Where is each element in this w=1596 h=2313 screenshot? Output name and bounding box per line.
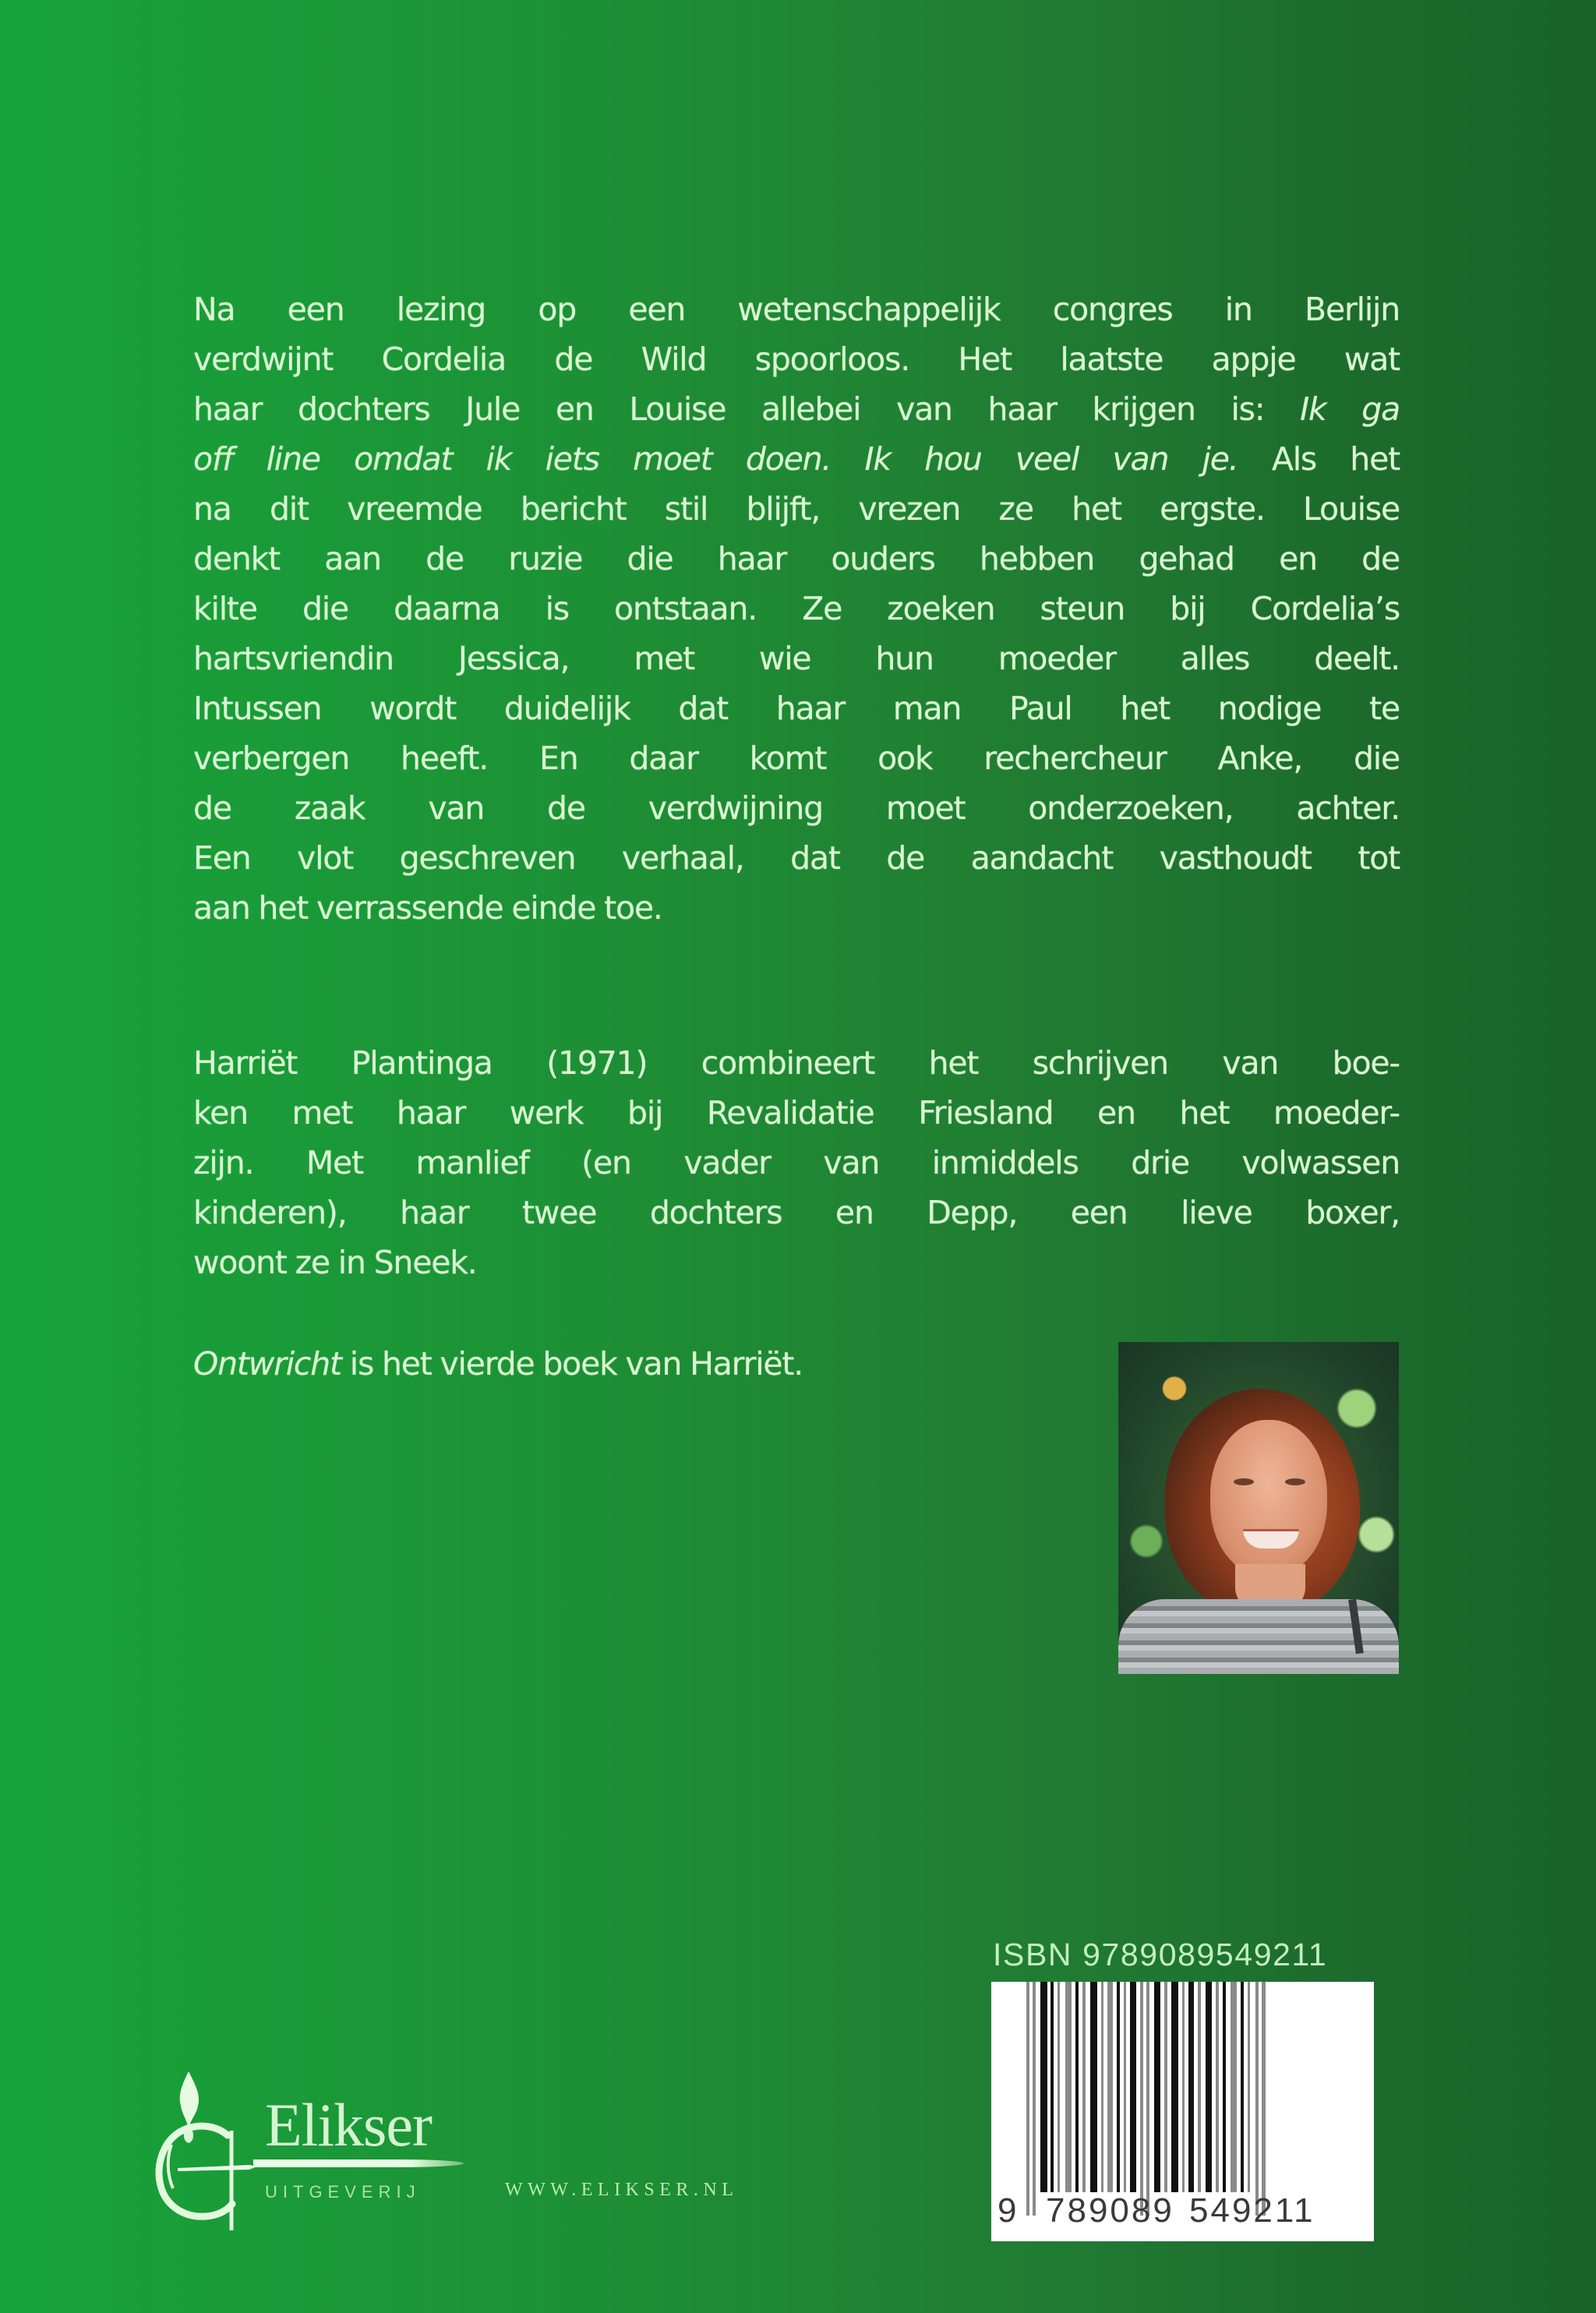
bio-line: Harriët Plantinga (1971) combineert het schrijven van boe- (193, 1044, 1400, 1082)
author-bio-paragraph (193, 1038, 1400, 1287)
bio-line: zijn. Met manlief (en vader van inmiddels drie volwassen (193, 1144, 1400, 1181)
photo-eye-left (1234, 1478, 1254, 1485)
blurb-line (193, 384, 1400, 434)
book-title: Ontwricht (193, 1345, 341, 1383)
barcode-bar (1206, 1982, 1212, 2192)
barcode-digit-prefix: 9 (998, 2191, 1019, 2230)
barcode-bar (1082, 1982, 1086, 2192)
publisher-logo (140, 2057, 499, 2244)
barcode-bar (1255, 1982, 1259, 2216)
barcode-bar (1065, 1982, 1072, 2192)
blurb-text: verdwijnt Cordelia de Wild spoorloos. Het laatste appje wat (193, 341, 1400, 378)
barcode-bar (1164, 1982, 1167, 2192)
barcode-bar (1262, 1982, 1266, 2216)
barcode-bar (1075, 1982, 1079, 2192)
blurb-text: na dit vreemde bericht stil blijft, vrezen ze het ergste. Louise (193, 490, 1400, 528)
publisher-subtitle: UITGEVERIJ (265, 2182, 421, 2202)
blurb-text: haar dochters Jule en Louise allebei van haar krijgen is: (193, 390, 1301, 428)
blurb-line (193, 534, 1400, 584)
blurb-text: hartsvriendin Jessica, met wie hun moeder alles deelt. (193, 640, 1400, 677)
blurb-text: Als het (1238, 440, 1400, 478)
blurb-text: denkt aan de ruzie die haar ouders hebben gehad en de (193, 540, 1400, 577)
photo-eye-right (1285, 1478, 1305, 1485)
blurb-italic-text: off line omdat ik iets moet doen. Ik hou veel van je. (193, 440, 1238, 478)
barcode-bar (1090, 1982, 1097, 2192)
bio-line: kinderen), haar twee dochters en Depp, een lieve boxer, (193, 1194, 1400, 1231)
blurb-line (193, 683, 1400, 733)
barcode-bar (1026, 1982, 1029, 2216)
blurb-line (193, 434, 1400, 484)
barcode-bar (1241, 1982, 1244, 2192)
isbn-label: ISBN 9789089549211 (993, 1937, 1328, 1972)
barcode-bar (1248, 1982, 1250, 2192)
blurb-line (193, 284, 1400, 334)
blurb-line (193, 584, 1400, 634)
barcode-bar (1216, 1982, 1219, 2192)
barcode-bar (1188, 1982, 1194, 2192)
blurb-line (193, 783, 1400, 833)
barcode-bar (1117, 1982, 1120, 2192)
blurb-line (193, 484, 1400, 534)
barcode-digits (996, 2192, 1370, 2230)
blurb-paragraph (193, 284, 1400, 933)
barcode-bar (1171, 1982, 1178, 2192)
blurb-italic-text: Ik ga (1300, 390, 1400, 428)
blurb-text: Een vlot geschreven verhaal, dat de aandacht vasthoudt tot (193, 839, 1400, 877)
blurb-text: Na een lezing op een wetenschappelijk congres in Berlijn (193, 291, 1400, 328)
blurb-line (193, 334, 1400, 384)
author-photo (1118, 1342, 1399, 1674)
blurb-line (193, 833, 1400, 883)
publisher-url[interactable]: WWW.ELIKSER.NL (505, 2180, 739, 2200)
blurb-line (193, 733, 1400, 783)
barcode-digits-left: 789089 (1046, 2191, 1174, 2230)
blurb-line (193, 634, 1400, 683)
barcode (991, 1982, 1374, 2241)
publisher-name: Elikser (265, 2091, 432, 2159)
bio-line: woont ze in Sneek. (193, 1244, 477, 1281)
barcode-bar (1140, 1982, 1143, 2216)
blurb-text: aan het verrassende einde toe. (193, 889, 662, 927)
barcode-bar (1223, 1982, 1226, 2192)
barcode-bar (1058, 1982, 1060, 2192)
barcode-bar (1033, 1982, 1036, 2216)
blurb-text: Intussen wordt duidelijk dat haar man Paul het nodige te (193, 690, 1400, 727)
barcode-bar (1198, 1982, 1201, 2192)
photo-face (1210, 1420, 1327, 1576)
g-flame-emblem-icon (140, 2057, 265, 2244)
blurb-line (193, 883, 1400, 933)
barcode-bar (1050, 1982, 1054, 2192)
bio-line: ken met haar werk bij Revalidatie Friesland en het moeder- (193, 1094, 1400, 1132)
barcode-bar (1124, 1982, 1126, 2192)
barcode-bar (1101, 1982, 1103, 2192)
barcode-bar (1146, 1982, 1149, 2216)
blurb-text: kilte die daarna is ontstaan. Ze zoeken steun bij Cordelia’s (193, 590, 1400, 627)
barcode-bars (1026, 1982, 1338, 2216)
barcode-bar (1130, 1982, 1136, 2192)
barcode-bar (1182, 1982, 1185, 2192)
barcode-bar (1107, 1982, 1113, 2192)
book-note-text: is het vierde boek van Harriët. (341, 1345, 803, 1383)
barcode-bar (1040, 1982, 1047, 2192)
blurb-text: de zaak van de verdwijning moet onderzoeken, achter. (193, 789, 1400, 827)
barcode-bar (1154, 1982, 1160, 2192)
logo-swoosh (253, 2159, 464, 2167)
barcode-bar (1231, 1982, 1237, 2192)
barcode-digits-right: 549211 (1189, 2191, 1315, 2230)
blurb-text: verbergen heeft. En daar komt ook rechercheur Anke, die (193, 740, 1400, 777)
